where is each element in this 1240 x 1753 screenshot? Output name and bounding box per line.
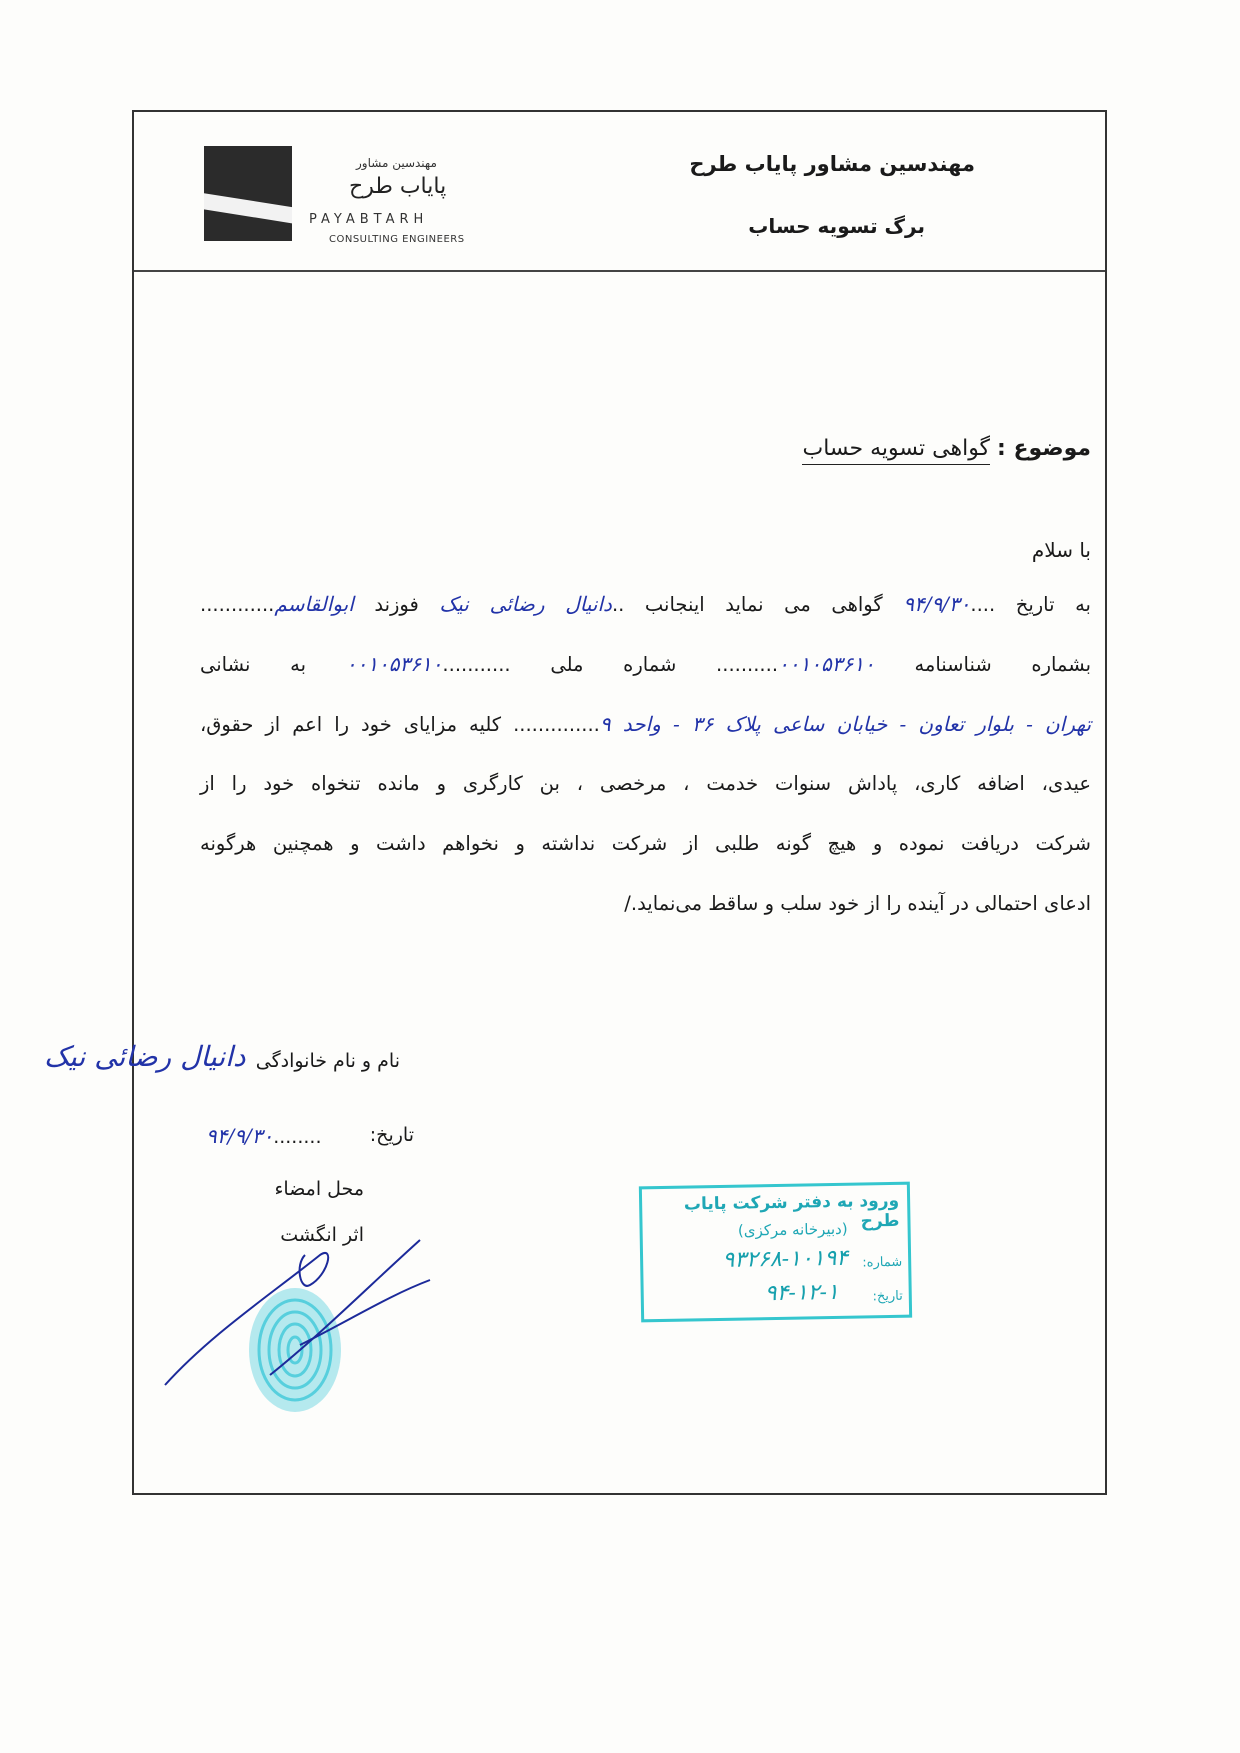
logo-english-name: PAYABTARH <box>309 212 429 227</box>
subject-line <box>802 436 1091 461</box>
fingerprint-icon <box>249 1288 341 1412</box>
text-certify: گواهی می نماید اینجانب <box>644 593 883 616</box>
text-date-label: به تاریخ <box>1015 593 1091 616</box>
greeting: با سلام <box>1031 538 1091 562</box>
body-line-2: بشماره شناسنامه ۰۰۱۰۵۳۶۱۰.......... شماره ملی ...........۰۰۱۰۵۳۶۱۰ به نشانی <box>200 652 1092 676</box>
text-address-label: به نشانی <box>200 653 307 676</box>
text-benefits: کلیه مزایای خود را اعم از حقوق، <box>200 713 502 736</box>
text-national-id-label: شماره ملی <box>550 653 677 676</box>
stamp-number-value: ۹۳۲۶۸-۱۰۱۹۴ <box>722 1245 849 1273</box>
handwritten-name: دانیال رضائی نیک <box>439 592 612 616</box>
registration-stamp <box>639 1182 912 1323</box>
stamp-date-label: تاریخ: <box>872 1288 903 1305</box>
subject-value: گواهی تسویه حساب <box>802 436 990 465</box>
handwritten-date: ۹۴/۹/۳۰ <box>903 592 971 616</box>
date-dots: ........۹۴/۹/۳۰ <box>206 1124 322 1148</box>
company-name: مهندسین مشاور پایاب طرح <box>689 152 975 176</box>
text-child-of: فوزند <box>374 593 419 616</box>
stamp-date-value: ۹۴-۱۲-۱ <box>764 1279 839 1307</box>
stamp-subtitle: (دبیرخانه مرکزی) <box>737 1219 848 1240</box>
signature-place-label: محل امضاء <box>274 1178 364 1200</box>
company-logo-mark <box>204 146 292 241</box>
handwritten-father-name: ابوالقاسم <box>274 592 354 616</box>
subject-label: موضوع : <box>997 436 1091 461</box>
document-header <box>134 112 1105 272</box>
text-id-number-label: بشماره شناسنامه <box>914 653 1092 676</box>
body-line-1: به تاریخ ....۹۴/۹/۳۰ گواهی می نماید اینجانب ..دانیال رضائی نیک فوزند ابوالقاسم............ <box>200 592 1091 616</box>
body-line-4: عیدی، اضافه کاری، پاداش سنوات خدمت ، مرخصی ، بن کارگری و مانده تنخواه خود را از <box>200 772 1091 795</box>
handwritten-id-number: ۰۰۱۰۵۳۶۱۰ <box>778 652 875 676</box>
logo-english-subtitle: CONSULTING ENGINEERS <box>329 234 465 245</box>
stamp-number-label: شماره: <box>862 1254 903 1271</box>
stamp-title: ورود به دفتر شرکت پایاب طرح <box>683 1190 900 1232</box>
fingerprint-and-signature-graphic <box>150 1225 450 1425</box>
date-label: تاریخ: <box>369 1124 414 1146</box>
body-line-3: تهران - بلوار تعاون - خیابان ساعی پلاک ۳۶ - واحد ۹.............. کلیه مزایای خود را اعم از حقوق، <box>200 712 1092 736</box>
handwritten-signature-name: دانیال رضائی نیک <box>44 1040 246 1073</box>
logo-persian-small: مهندسین مشاور <box>356 156 437 170</box>
handwritten-address: تهران - بلوار تعاون - خیابان ساعی پلاک ۳۶ - واحد ۹ <box>599 712 1092 736</box>
logo-persian-name: پایاب طرح <box>349 174 447 199</box>
handwritten-sign-date: ۹۴/۹/۳۰ <box>206 1124 274 1148</box>
body-line-5: شرکت دریافت نموده و هیچ گونه طلبی از شرکت نداشته و نخواهم داشت و همچنین هرگونه <box>200 832 1091 855</box>
handwritten-national-id: ۰۰۱۰۵۳۶۱۰ <box>345 652 443 676</box>
name-label: نام و نام خانوادگی <box>255 1050 400 1072</box>
form-title: برگ تسویه حساب <box>748 214 925 238</box>
fingerprint-label: اثر انگشت <box>280 1224 364 1246</box>
body-line-6: ادعای احتمالی در آینده را از خود سلب و ساقط می‌نماید./ <box>624 892 1091 915</box>
